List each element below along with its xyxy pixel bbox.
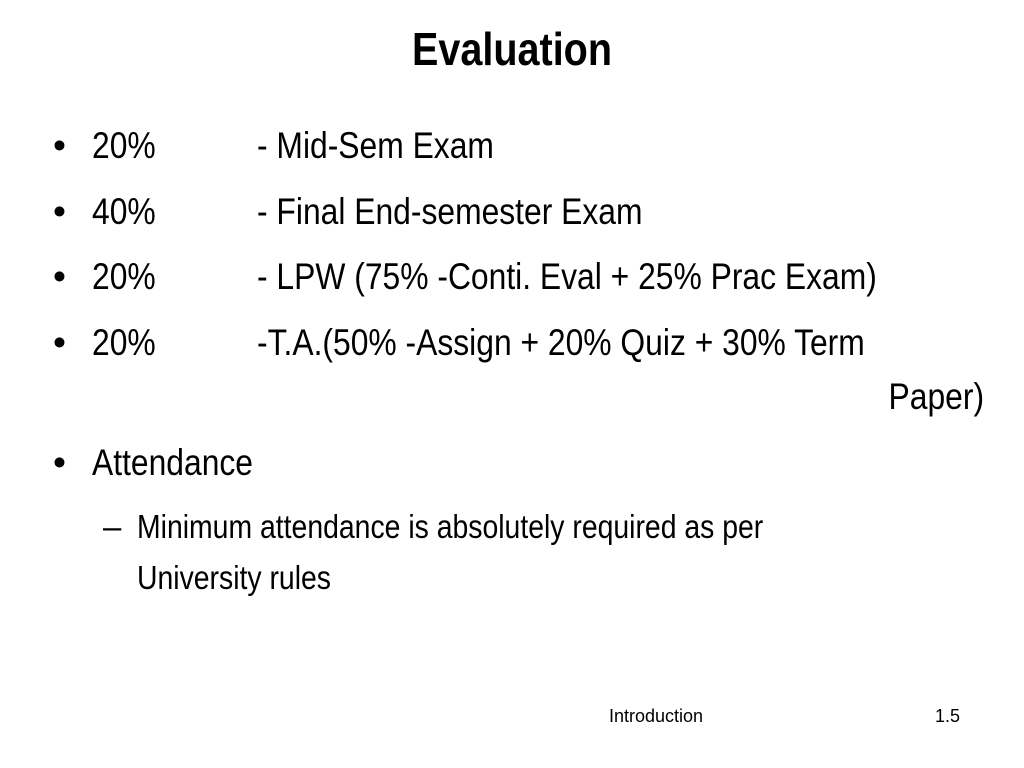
item-description: -T.A.(50% -Assign + 20% Quiz + 30% Term — [257, 322, 865, 363]
item-description: - Final End-semester Exam — [257, 191, 643, 232]
page-number: 1.5 — [935, 706, 961, 726]
sub-item-text: Minimum attendance is absolutely required as per — [137, 508, 764, 545]
item-percent: 40% — [92, 191, 156, 232]
item-description-continuation: Paper) — [888, 376, 984, 417]
bullet-marker: • — [53, 256, 66, 297]
item-percent: 20% — [92, 322, 156, 363]
bullet-marker: • — [53, 442, 66, 483]
bullet-marker: • — [53, 191, 66, 232]
item-percent: 20% — [92, 256, 156, 297]
slide-title: Evaluation — [411, 23, 613, 75]
footer-label: Introduction — [609, 706, 704, 726]
bullet-marker: • — [53, 322, 66, 363]
bullet-marker: • — [53, 125, 66, 166]
sub-item-text-continuation: University rules — [137, 559, 331, 596]
item-description: - LPW (75% -Conti. Eval + 25% Prac Exam) — [257, 256, 877, 297]
item-percent: 20% — [92, 125, 156, 166]
dash-marker: – — [103, 508, 122, 545]
item-description: - Mid-Sem Exam — [257, 125, 494, 166]
item-text: Attendance — [92, 442, 254, 483]
